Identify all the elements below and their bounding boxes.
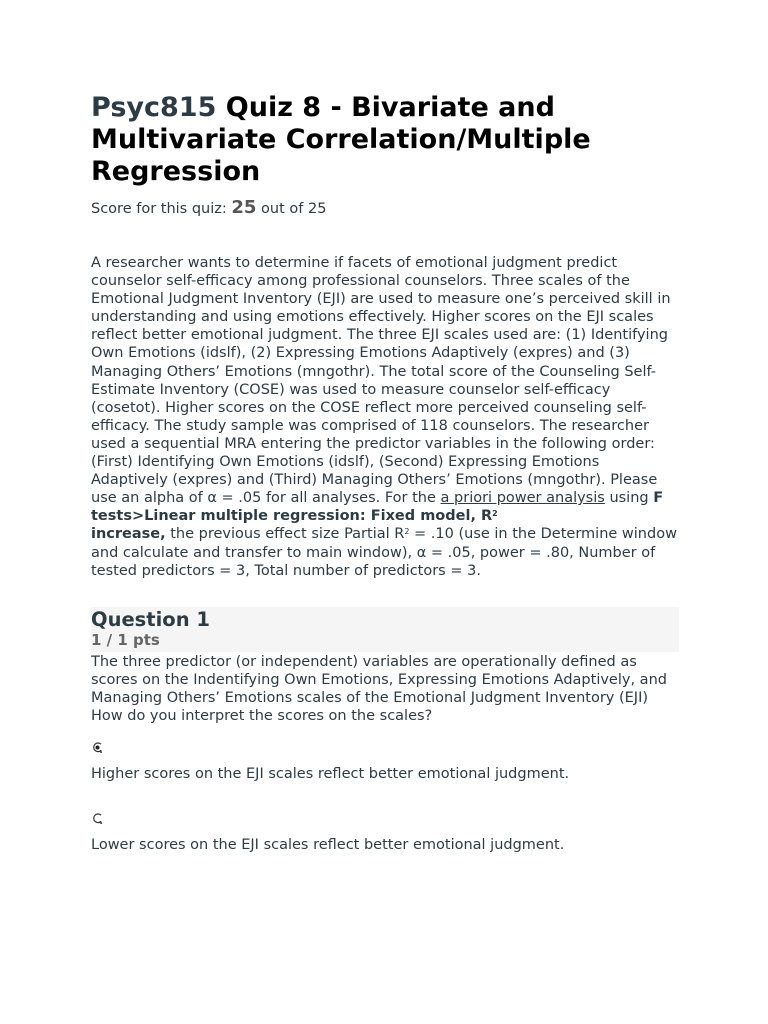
answer-option[interactable] <box>91 813 679 854</box>
using-text: using <box>609 490 649 507</box>
quiz-score <box>91 198 679 219</box>
effect-size-text: the previous effect size Partial R <box>170 526 405 543</box>
answer-option[interactable] <box>91 742 679 783</box>
r-squared-superscript: 2 <box>492 509 498 519</box>
answer-label: Higher scores on the EJI scales reflect better emotional judgment. <box>91 765 570 782</box>
quiz-name: Quiz 8 - Bivariate and Multivariate Correlation/Multiple Regression <box>91 92 591 187</box>
score-prefix: Score for this quiz: <box>91 201 227 217</box>
scenario-paragraph: A researcher wants to determine if facets of emotional judgment predict counselor self-efficacy among professional counselors. Three scales of the Emotional Judgment Inventory (EJI) are used to measure one’s perceived skill in understanding and using emotions effectively. Higher scores on the EJI scales reflect better emotional judgment. The three EJI scales used are: (1) Identifying Own Emotions (idslf), (2) Expressing Emotions Adaptively (expres) and (3) Managing Others’ Emotions (mngothr). The total score of the Counseling Self-Estimate Inventory (COSE) was used to measure counselor self-efficacy (cosetot). Higher scores on the COSE reflect more perceived counseling self-efficacy. The study sample was comprised of 118 counselors. The researcher used a sequential MRA entering the predictor variables in the following order: (First) Identifying Own Emotions (idslf), (Second) Expressing Emotions Adaptively (expres) and (Third) Managing Others’ Emotions (mngothr). Please use an alpha of α = .05 for all analyses. For the <box>91 255 671 507</box>
power-analysis-link[interactable]: a priori power analysis <box>440 490 605 507</box>
scenario-text <box>91 254 679 580</box>
r-squared-superscript: 2 <box>404 527 410 537</box>
question-points: 1 / 1 pts <box>91 630 160 649</box>
question-title: Question 1 <box>91 607 210 631</box>
quiz-page <box>91 92 679 854</box>
course-code: Psyc815 <box>91 92 217 123</box>
score-suffix: out of 25 <box>261 201 327 217</box>
test-family-label: F tests>Linear multiple regression: Fixed model, $R^2$ increase, <box>91 490 664 543</box>
radio-selected-icon[interactable] <box>92 742 103 753</box>
question-text: The three predictor (or independent) variables are operationally defined as scores on the Indentifying Own Emotions, Expressing Emotions Adaptively, and Managing Others’ Emotions scales of the Emotional Judgment Inventory (EJI) How do you interpret the scores on the scales? <box>91 653 667 725</box>
radio-unselected-icon[interactable] <box>92 813 103 824</box>
question-header <box>91 607 679 652</box>
quiz-title <box>91 92 679 188</box>
parameters-text: = .10 (use in the Determine window and calculate and transfer to main window), α = .05, power = .80, Number of tested predictors = 3, Total number of predictors = 3. <box>91 526 677 579</box>
score-value: 25 <box>231 197 257 218</box>
answer-label: Lower scores on the EJI scales reflect better emotional judgment. <box>91 836 565 853</box>
